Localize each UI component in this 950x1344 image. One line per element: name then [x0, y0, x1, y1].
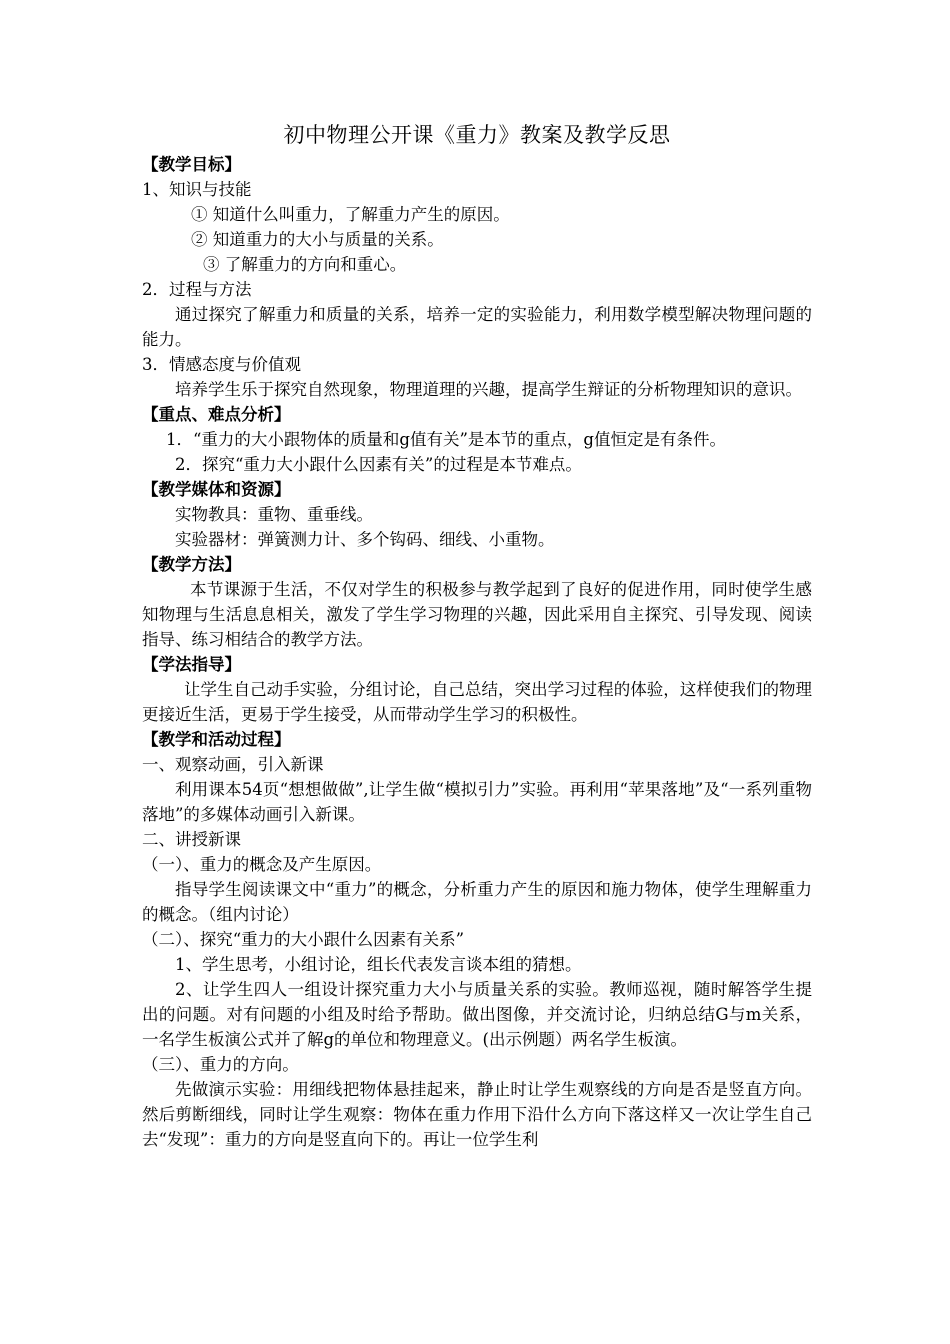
subsection-title-attitude: 3．情感态度与价值观: [142, 355, 301, 374]
subpart-title: （二）、探究“重力的大小跟什么因素有关系”: [142, 930, 465, 949]
section-heading-methods: 【教学方法】: [142, 555, 241, 574]
subpart-title: （三）、重力的方向。: [142, 1055, 299, 1074]
paragraph: 实物教具：重物、重垂线。: [175, 505, 373, 524]
paragraph: 2、让学生四人一组设计探究重力大小与质量关系的实验。教师巡视，随时解答学生提出的问题。对有问题的小组及时给予帮助。做出图像，并交流讨论，归纳总结G与m关系，一名学生板演公式并了解g的单位和物理意义。(出示例题）两名学生板演。: [142, 980, 812, 1049]
section-heading-goals: 【教学目标】: [142, 155, 241, 174]
paragraph: 利用课本54页“想想做做”,让学生做“模拟引力”实验。再利用“苹果落地”及“一系列重物落地”的多媒体动画引入新课。: [142, 780, 812, 824]
paragraph: 实验器材：弹簧测力计、多个钩码、细线、小重物。: [175, 530, 555, 549]
part-title: 二、讲授新课: [142, 830, 241, 849]
paragraph: 培养学生乐于探究自然现象，物理道理的兴趣，提高学生辩证的分析物理知识的意识。: [175, 380, 802, 399]
section-heading-media: 【教学媒体和资源】: [142, 480, 291, 499]
paragraph: 2．探究“重力大小跟什么因素有关”的过程是本节难点。: [175, 455, 582, 474]
subpart-title: （一）、重力的概念及产生原因。: [142, 855, 382, 874]
paragraph: 指导学生阅读课文中“重力”的概念，分析重力产生的原因和施力物体，使学生理解重力的概念。（组内讨论）: [142, 880, 812, 924]
document-page: [142, 118, 812, 1152]
paragraph: 本节课源于生活，不仅对学生的积极参与教学起到了良好的促进作用，同时使学生感知物理与生活息息相关，激发了学生学习物理的兴趣，因此采用自主探究、引导发现、阅读指导、练习相结合的教学方法。: [142, 580, 812, 649]
part-title: 一、观察动画，引入新课: [142, 755, 324, 774]
document-title: 初中物理公开课《重力》教案及教学反思: [283, 123, 671, 147]
subsection-title-knowledge: 1、知识与技能: [142, 180, 252, 199]
paragraph: 让学生自己动手实验，分组讨论，自己总结，突出学习过程的体验，这样使我们的物理更接近生活，更易于学生接受，从而带动学生学习的积极性。: [142, 680, 812, 724]
list-item: ① 知道什么叫重力，了解重力产生的原因。: [191, 205, 510, 224]
subsection-title-process: 2．过程与方法: [142, 280, 252, 299]
list-item: ② 知道重力的大小与质量的关系。: [191, 230, 444, 249]
section-heading-process: 【教学和活动过程】: [142, 730, 291, 749]
section-heading-key-points: 【重点、难点分析】: [142, 405, 291, 424]
paragraph: 先做演示实验：用细线把物体悬挂起来，静止时让学生观察线的方向是否是竖直方向。然后剪断细线，同时让学生观察：物体在重力作用下沿什么方向下落这样又一次让学生自己去“发现”：重力的方向是竖直向下的。再让一位学生利: [142, 1080, 812, 1149]
list-item: ③ 了解重力的方向和重心。: [203, 255, 407, 274]
paragraph: 1、学生思考，小组讨论，组长代表发言谈本组的猜想。: [175, 955, 582, 974]
paragraph: 通过探究了解重力和质量的关系，培养一定的实验能力，利用数学模型解决物理问题的能力。: [142, 305, 812, 349]
section-heading-study: 【学法指导】: [142, 655, 241, 674]
paragraph: 1．“重力的大小跟物体的质量和g值有关”是本节的重点，g值恒定是有条件。: [166, 430, 726, 449]
